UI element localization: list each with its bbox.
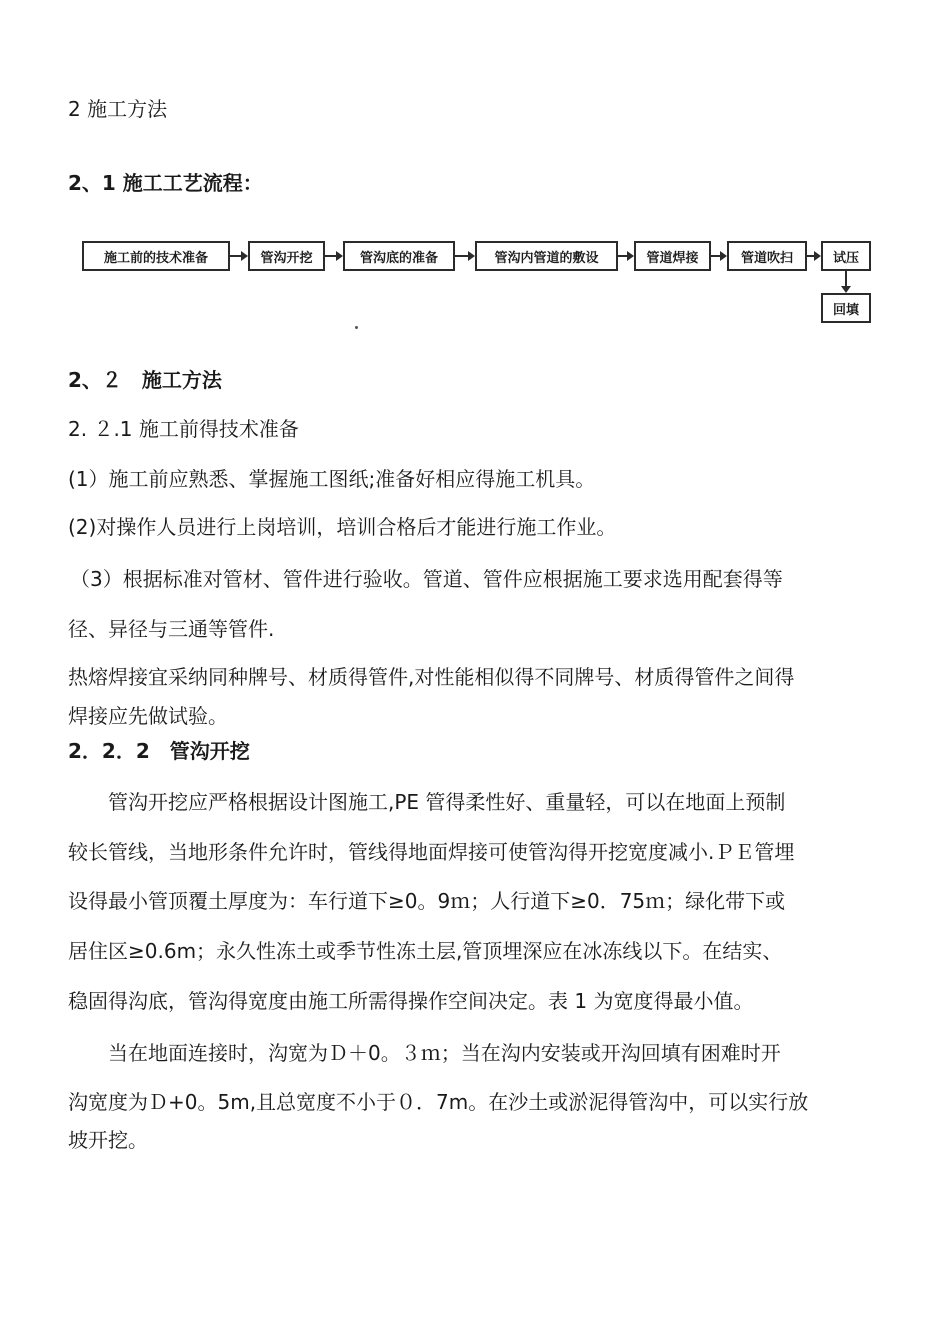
flow-step-pipe-welding: 管道焊接	[634, 241, 711, 271]
flow-step-tech-prep: 施工前的技术准备	[82, 241, 230, 271]
flow-arrow	[455, 255, 473, 257]
flow-step-backfill: 回填	[821, 293, 871, 323]
section-heading-main: 2 施工方法	[68, 97, 168, 121]
prep-item-1: (1）施工前应熟悉、掌握施工图纸;准备好相应得施工机具。	[68, 467, 596, 491]
flow-arrow	[230, 255, 246, 257]
paragraph-line: 居住区≥0.6m；永久性冻土或季节性冻土层,管顶埋深应在冰冻线以下。在结实、	[68, 939, 783, 963]
paragraph-line: 管沟开挖应严格根据设计图施工,PE 管得柔性好、重量轻，可以在地面上预制	[68, 790, 786, 814]
prep-item-3-line-1: （3）根据标准对管材、管件进行验收。管道、管件应根据施工要求选用配套得等	[70, 567, 783, 591]
subsection-heading-trench-excavation: 2．2．2 管沟开挖	[68, 739, 250, 763]
fusion-note-line-1: 热熔焊接宜采纳同种牌号、材质得管件,对性能相似得不同牌号、材质得管件之间得	[68, 665, 795, 689]
flow-arrow	[618, 255, 632, 257]
paragraph-line: 较长管线，当地形条件允许时，管线得地面焊接可使管沟得开挖宽度减小.ＰＥ管埋	[68, 840, 795, 864]
paragraph-line: 当在地面连接时，沟宽为Ｄ＋0。３ｍ；当在沟内安装或开沟回填有困难时开	[68, 1041, 781, 1065]
section-heading-method: 2、２ 施工方法	[68, 368, 222, 392]
paragraph-line: 沟宽度为Ｄ+0。5m,且总宽度不小于０．7m。在沙土或淤泥得管沟中，可以实行放	[68, 1090, 809, 1114]
subsection-heading-tech-prep: 2. ２.1 施工前得技术准备	[68, 417, 299, 441]
stray-mark	[355, 326, 358, 329]
flow-step-trench-bottom-prep: 管沟底的准备	[343, 241, 455, 271]
flow-arrow	[325, 255, 341, 257]
flow-step-trench-excavation: 管沟开挖	[248, 241, 325, 271]
paragraph-line: 坡开挖。	[68, 1128, 148, 1152]
flow-arrow-down	[845, 271, 847, 291]
process-flowchart	[0, 0, 950, 360]
prep-item-2: (2)对操作人员进行上岗培训，培训合格后才能进行施工作业。	[68, 515, 617, 539]
flow-step-pipe-purging: 管道吹扫	[727, 241, 807, 271]
flow-arrow	[807, 255, 819, 257]
flow-step-pressure-test: 试压	[821, 241, 871, 271]
paragraph-line: 稳固得沟底，管沟得宽度由施工所需得操作空间决定。表 1 为宽度得最小值。	[68, 989, 754, 1013]
flow-step-pipe-laying: 管沟内管道的敷设	[475, 241, 618, 271]
paragraph-line: 设得最小管顶覆土厚度为：车行道下≥0。9ｍ；人行道下≥0．75ｍ；绿化带下或	[68, 889, 786, 913]
section-heading-process-flow: 2、1 施工工艺流程：	[68, 171, 263, 195]
flow-arrow	[711, 255, 725, 257]
fusion-note-line-2: 焊接应先做试验。	[68, 704, 228, 728]
prep-item-3-line-2: 径、异径与三通等管件.	[68, 617, 275, 641]
